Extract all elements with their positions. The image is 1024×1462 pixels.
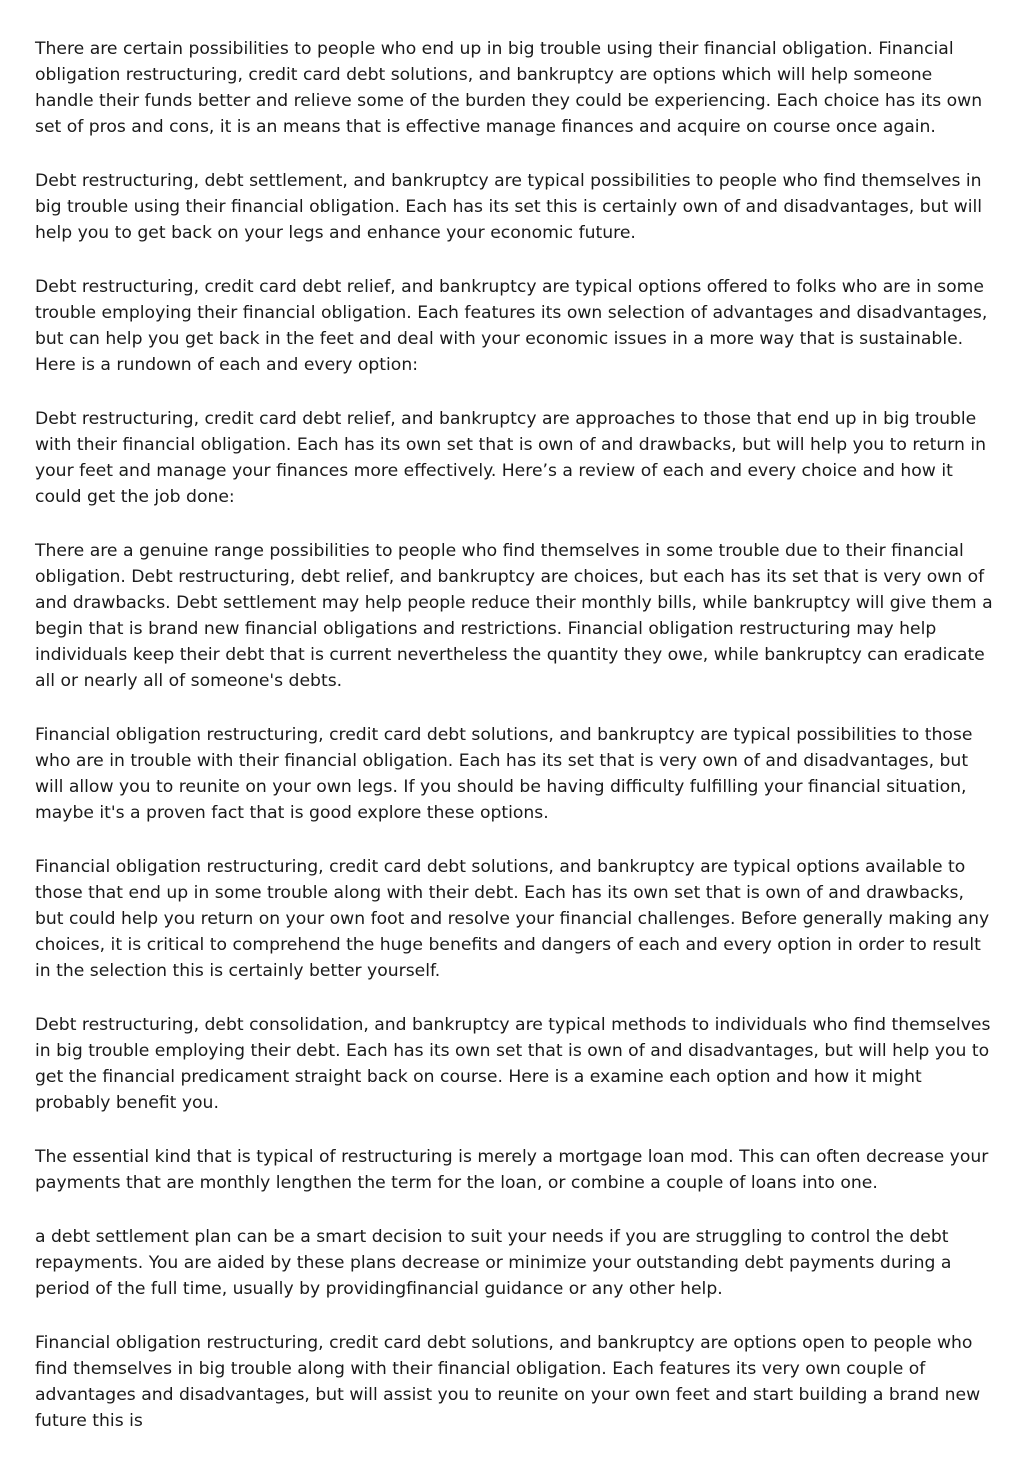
paragraph-10: a debt settlement plan can be a smart decision to suit your needs if you are struggling to control the debt repayments. You are aided by these plans decrease or minimize your outstanding debt payments during a period of the full time, usually by providingfinancial guidance or any other help. <box>35 1227 952 1299</box>
document-body <box>35 36 995 1462</box>
paragraph-3: Debt restructuring, credit card debt relief, and bankruptcy are typical options offered to folks who are in some trouble employing their financial obligation. Each features its own selection of advantages and disadvantages, but can help you get back in the feet and deal with your economic issues in a more way that is sustainable. Here is a rundown of each and every option: <box>35 277 988 375</box>
paragraph-11: Financial obligation restructuring, credit card debt solutions, and bankruptcy are options open to people who find themselves in big trouble along with their financial obligation. Each features its very own couple of advantages and disadvantages, but will assist you to reunite on your own feet and start building a brand new future this is <box>35 1333 981 1431</box>
paragraph-5: There are a genuine range possibilities to people who find themselves in some trouble due to their financial obligation. Debt restructuring, debt relief, and bankruptcy are choices, but each has its set that is very own of and drawbacks. Debt settlement may help people reduce their monthly bills, while bankruptcy will give them a begin that is brand new financial obligations and restrictions. Financial obligation restructuring may help individuals keep their debt that is current nevertheless the quantity they owe, while bankruptcy can eradicate all or nearly all of someone's debts. <box>35 541 993 691</box>
paragraph-8: Debt restructuring, debt consolidation, and bankruptcy are typical methods to individuals who find themselves in big trouble employing their debt. Each has its own set that is own of and disadvantages, but will help you to get the financial predicament straight back on course. Here is a examine each option and how it might probably benefit you. <box>35 1015 991 1113</box>
paragraph-7: Financial obligation restructuring, credit card debt solutions, and bankruptcy are typical options available to those that end up in some trouble along with their debt. Each has its own set that is own of and drawbacks, but could help you return on your own foot and resolve your financial challenges. Before generally making any choices, it is critical to comprehend the huge benefits and dangers of each and every option in order to result in the selection this is certainly better yourself. <box>35 857 990 981</box>
paragraph-4: Debt restructuring, credit card debt relief, and bankruptcy are approaches to those that end up in big trouble with their financial obligation. Each has its own set that is own of and drawbacks, but will help you to return in your feet and manage your finances more effectively. Here’s a review of each and every choice and how it could get the job done: <box>35 409 987 507</box>
paragraph-2: Debt restructuring, debt settlement, and bankruptcy are typical possibilities to people who find themselves in big trouble using their financial obligation. Each has its set this is certainly own of and disadvantages, but will help you to get back on your legs and enhance your economic future. <box>35 171 983 243</box>
paragraph-1: There are certain possibilities to people who end up in big trouble using their financial obligation. Financial obligation restructuring, credit card debt solutions, and bankruptcy are options which will help someone handle their funds better and relieve some of the burden they could be experiencing. Each choice has its own set of pros and cons, it is an means that is effective manage finances and acquire on course once again. <box>35 39 983 137</box>
paragraph-6: Financial obligation restructuring, credit card debt solutions, and bankruptcy are typical possibilities to those who are in trouble with their financial obligation. Each has its set that is very own of and disadvantages, but will allow you to reunite on your own legs. If you should be having difficulty fulfilling your financial situation, maybe it's a proven fact that is good explore these options. <box>35 725 973 823</box>
paragraph-9: The essential kind that is typical of restructuring is merely a mortgage loan mod. This can often decrease your payments that are monthly lengthen the term for the loan, or combine a couple of loans into one. <box>35 1147 989 1193</box>
